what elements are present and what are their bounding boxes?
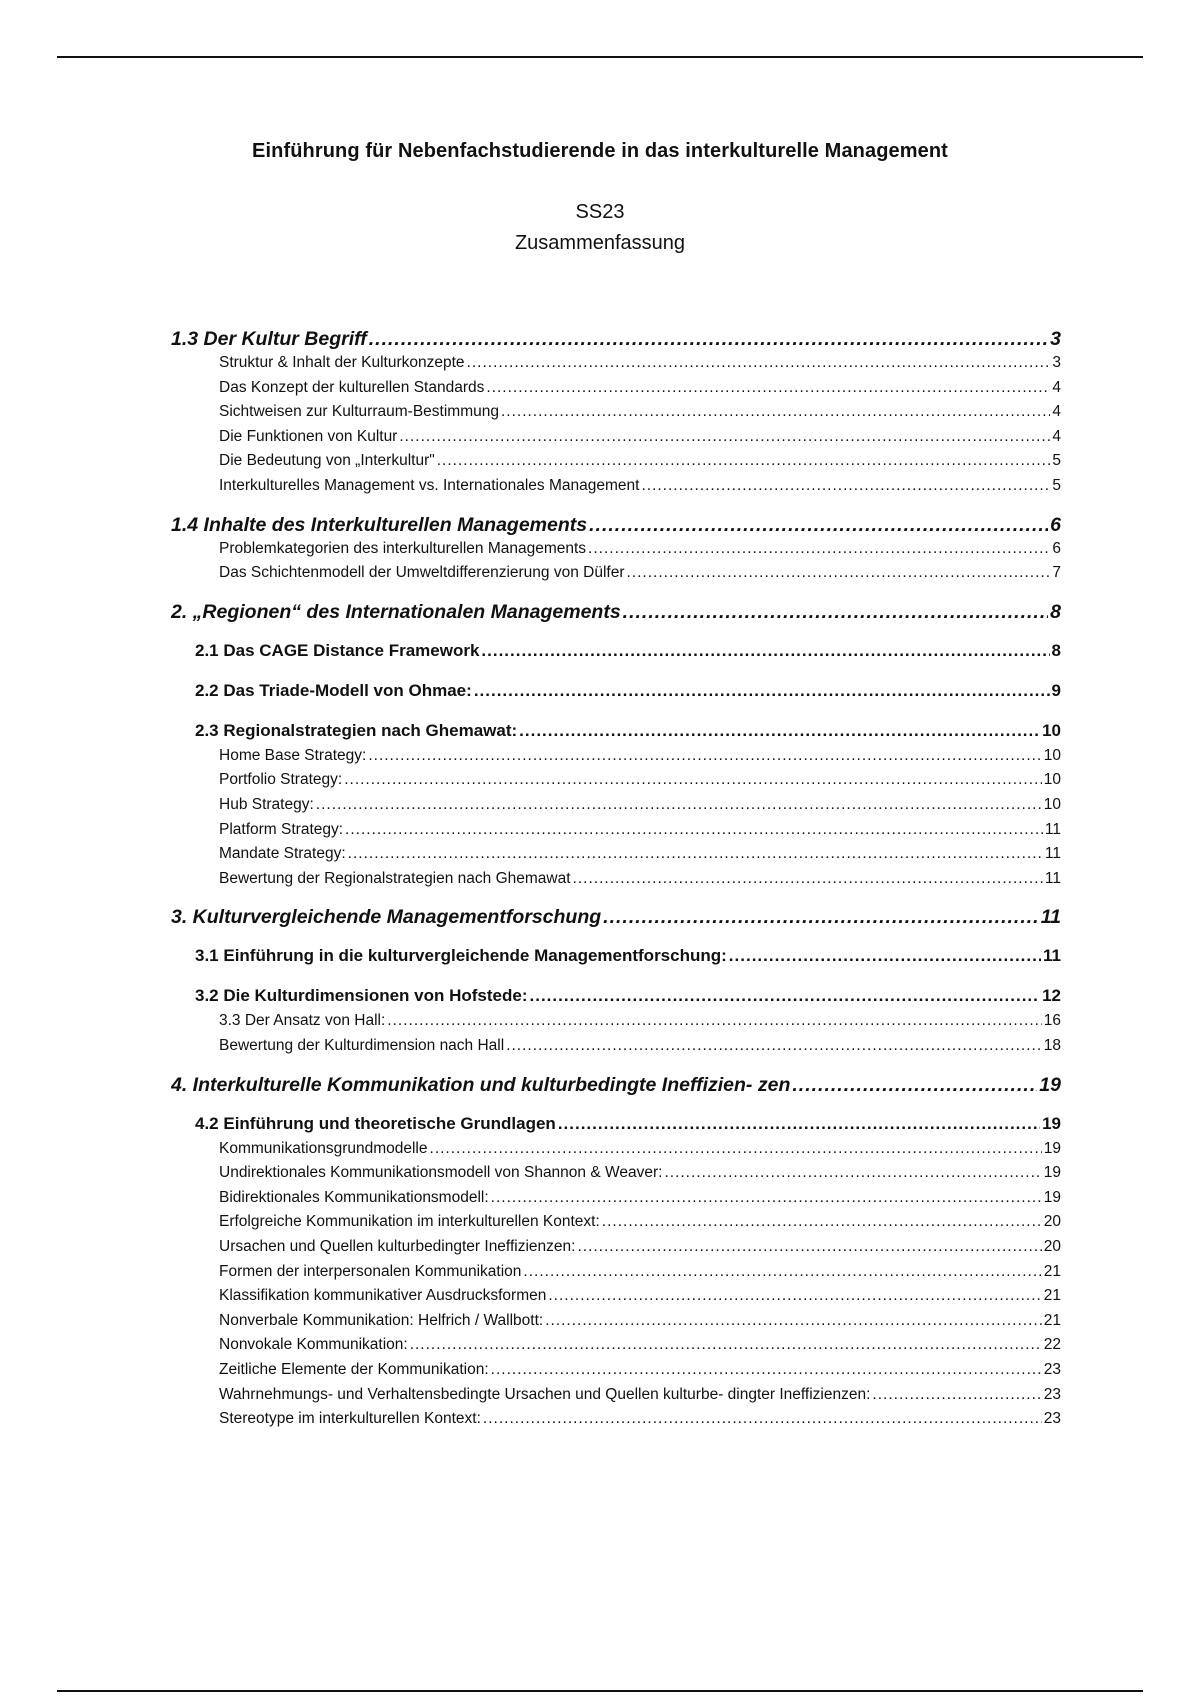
toc-entry[interactable] [171, 601, 1061, 624]
toc-entry-label: Platform Strategy: [219, 820, 344, 838]
toc-entry-label: 2.2 Das Triade-Modell von Ohmae: [195, 680, 472, 700]
toc-leader-dots [792, 1074, 1037, 1097]
toc-leader-dots [548, 1287, 1041, 1305]
toc-leader-dots [872, 1386, 1041, 1404]
toc-entry[interactable] [219, 845, 1061, 863]
toc-entry-page: 20 [1043, 1213, 1061, 1231]
toc-entry-label: Undirektionales Kommunikationsmodell von Shannon & Weaver: [219, 1164, 663, 1182]
toc-entry[interactable] [219, 403, 1061, 421]
toc-entry[interactable] [195, 946, 1061, 966]
toc-entry[interactable] [219, 1140, 1061, 1158]
toc-entry-label: Ursachen und Quellen kulturbedingter Ineffizienzen: [219, 1238, 576, 1255]
toc-leader-dots [410, 1336, 1042, 1354]
toc-entry-label: Kommunikationsgrundmodelle [219, 1139, 428, 1157]
toc-entry-page: 11 [1044, 845, 1061, 863]
toc-entry[interactable] [219, 452, 1061, 470]
toc-entry-label: Bewertung der Kulturdimension nach Hall [219, 1037, 505, 1054]
toc-leader-dots [501, 403, 1050, 421]
toc-entry[interactable] [219, 1361, 1061, 1379]
toc-entry[interactable] [219, 796, 1061, 814]
toc-entry[interactable] [219, 1213, 1061, 1231]
toc-leader-dots [523, 1263, 1041, 1281]
toc-entry-label: Nonverbale Kommunikation: Helfrich / Wallbott: [219, 1311, 544, 1329]
toc-entry-label: 3.3 Der Ansatz von Hall: [219, 1012, 386, 1030]
toc-entry-page: 3 [1052, 354, 1061, 371]
toc-leader-dots [348, 845, 1043, 863]
toc-entry-label: Erfolgreiche Kommunikation im interkulturellen Kontext: [219, 1213, 600, 1231]
toc-entry-page: 4 [1052, 403, 1061, 421]
toc-leader-dots [573, 870, 1043, 888]
toc-entry[interactable] [195, 986, 1061, 1006]
toc-entry-page: 3 [1050, 328, 1061, 350]
toc-entry-page: 22 [1043, 1336, 1061, 1354]
toc-entry[interactable] [219, 771, 1061, 789]
toc-leader-dots [602, 1213, 1042, 1231]
toc-entry-label: Sichtweisen zur Kulturraum-Bestimmung [219, 403, 499, 421]
toc-entry-page: 23 [1043, 1385, 1061, 1403]
toc-entry-page: 23 [1043, 1410, 1061, 1428]
toc-leader-dots [491, 1361, 1042, 1379]
toc-entry-page: 4 [1052, 378, 1061, 396]
toc-entry-label: 3. Kulturvergleichende Managementforschung [171, 906, 602, 929]
toc-leader-dots [399, 428, 1050, 446]
document-subtitle: Zusammenfassung [514, 232, 686, 254]
toc-entry-page: 5 [1052, 452, 1061, 470]
toc-entry-label: 4. Interkulturelle Kommunikation und kulturbedingte Ineffizien- zen [171, 1073, 791, 1096]
toc-entry[interactable] [171, 1074, 1061, 1097]
toc-entry-page: 11 [1043, 946, 1061, 966]
toc-leader-dots [588, 540, 1050, 558]
toc-entry[interactable] [219, 1336, 1061, 1354]
toc-leader-dots [467, 354, 1051, 372]
toc-entry-page: 10 [1043, 796, 1061, 813]
toc-leader-dots [519, 721, 1040, 741]
toc-entry-label: Wahrnehmungs- und Verhaltensbedingte Ursachen und Quellen kulturbe- dingter Ineffizienzen: [219, 1385, 871, 1403]
toc-entry-label: Die Bedeutung von „Interkultur" [219, 452, 435, 470]
toc-leader-dots [430, 1140, 1042, 1158]
document-semester: SS23 [575, 201, 625, 223]
toc-entry-page: 12 [1042, 986, 1061, 1006]
toc-entry-label: 2. „Regionen“ des Internationalen Managements [171, 600, 621, 623]
toc-leader-dots [491, 1189, 1042, 1207]
toc-entry-label: 4.2 Einführung und theoretische Grundlagen [195, 1113, 556, 1133]
toc-entry-label: Das Konzept der kulturellen Standards [219, 378, 485, 396]
toc-leader-dots [623, 601, 1048, 624]
toc-leader-dots [558, 1114, 1040, 1134]
toc-entry[interactable] [219, 1386, 1061, 1404]
toc-entry-label: 3.1 Einführung in die kulturvergleichende Managementforschung: [195, 946, 727, 966]
toc-entry-page: 7 [1052, 564, 1061, 582]
toc-entry-page: 8 [1050, 600, 1061, 623]
toc-leader-dots [437, 452, 1051, 470]
toc-entry-label: Problemkategorien des interkulturellen Managements [219, 539, 587, 557]
toc-entry-label: Das Schichtenmodell der Umweltdifferenzierung von Dülfer [219, 564, 625, 582]
toc-entry[interactable] [195, 641, 1061, 661]
toc-entry-label: Hub Strategy: [219, 796, 314, 813]
toc-entry-page: 19 [1043, 1188, 1061, 1206]
toc-entry[interactable] [171, 514, 1061, 537]
toc-entry-label: Mandate Strategy: [219, 845, 346, 863]
toc-entry-page: 19 [1043, 1164, 1061, 1182]
toc-entry-page: 11 [1044, 820, 1061, 838]
toc-entry-label: Die Funktionen von Kultur [219, 427, 398, 445]
toc-entry[interactable] [219, 564, 1061, 582]
toc-entry-label: 2.3 Regionalstrategien nach Ghemawat: [195, 720, 518, 740]
toc-entry-page: 6 [1052, 539, 1061, 557]
toc-entry-label: Bidirektionales Kommunikationsmodell: [219, 1188, 489, 1206]
toc-entry[interactable] [219, 1410, 1061, 1428]
toc-leader-dots [369, 328, 1048, 351]
toc-leader-dots [545, 1312, 1042, 1330]
toc-entry-label: Formen der interpersonalen Kommunikation [219, 1262, 522, 1280]
toc-entry[interactable] [219, 354, 1061, 372]
toc-entry-page: 5 [1052, 477, 1061, 494]
toc-entry-page: 18 [1043, 1037, 1061, 1054]
toc-entry-label: Stereotype im interkulturellen Kontext: [219, 1410, 481, 1428]
toc-entry-page: 11 [1044, 869, 1061, 887]
toc-leader-dots [589, 514, 1048, 537]
toc-entry[interactable] [219, 747, 1061, 765]
toc-leader-dots [664, 1164, 1041, 1182]
toc-leader-dots [577, 1238, 1041, 1256]
toc-entry-page: 21 [1043, 1287, 1061, 1305]
toc-entry-page: 11 [1040, 906, 1061, 929]
toc-leader-dots [474, 681, 1050, 701]
toc-entry[interactable] [219, 428, 1061, 446]
toc-entry-page: 23 [1043, 1361, 1061, 1378]
toc-leader-dots [603, 906, 1039, 929]
toc-entry-label: 3.2 Die Kulturdimensionen von Hofstede: [195, 986, 528, 1006]
toc-entry[interactable] [195, 681, 1061, 701]
toc-entry-page: 19 [1043, 1139, 1061, 1157]
toc-entry[interactable] [219, 1287, 1061, 1305]
toc-entry-page: 21 [1043, 1311, 1061, 1329]
document-title: Einführung für Nebenfachstudierende in das interkulturelle Management [252, 140, 948, 162]
toc-entry[interactable] [219, 870, 1061, 888]
toc-entry-page: 19 [1042, 1113, 1061, 1133]
toc-entry-label: Home Base Strategy: [219, 746, 367, 764]
toc-leader-dots [641, 477, 1050, 495]
toc-entry-page: 19 [1039, 1073, 1061, 1096]
toc-entry[interactable] [219, 1037, 1061, 1055]
toc-entry-page: 10 [1042, 720, 1061, 740]
toc-entry[interactable] [219, 1238, 1061, 1256]
toc-entry-label: Struktur & Inhalt der Kulturkonzepte [219, 354, 465, 371]
toc-entry-label: Bewertung der Regionalstrategien nach Ghemawat [219, 869, 571, 887]
toc-entry[interactable] [219, 1189, 1061, 1207]
toc-entry-label: Portfolio Strategy: [219, 771, 343, 789]
toc-entry-label: 1.3 Der Kultur Begriff [171, 328, 367, 350]
toc-leader-dots [316, 796, 1042, 814]
toc-leader-dots [506, 1037, 1042, 1055]
toc-entry-page: 21 [1043, 1262, 1061, 1280]
toc-entry[interactable] [219, 1164, 1061, 1182]
toc-entry-label: Klassifikation kommunikativer Ausdrucksformen [219, 1287, 547, 1305]
toc-entry-label: Zeitliche Elemente der Kommunikation: [219, 1361, 489, 1378]
footer-rule [57, 1690, 1143, 1692]
toc-entry-label: 1.4 Inhalte des Interkulturellen Managements [171, 513, 588, 536]
toc-entry[interactable] [195, 1114, 1061, 1134]
toc-entry-label: Interkulturelles Management vs. Internationales Management [219, 477, 640, 494]
toc-leader-dots [387, 1012, 1041, 1030]
toc-entry[interactable] [171, 906, 1061, 929]
toc-leader-dots [486, 379, 1050, 397]
toc-leader-dots [481, 641, 1049, 661]
toc-leader-dots [627, 564, 1051, 582]
toc-leader-dots [729, 946, 1041, 966]
toc-entry-label: 2.1 Das CAGE Distance Framework [195, 640, 480, 660]
toc-leader-dots [344, 771, 1042, 789]
toc-entry[interactable] [219, 477, 1061, 495]
toc-leader-dots [530, 986, 1041, 1006]
toc-entry[interactable] [171, 328, 1061, 351]
toc-entry-page: 16 [1043, 1012, 1061, 1030]
toc-leader-dots [368, 747, 1041, 765]
toc-entry-page: 8 [1051, 640, 1061, 660]
toc-entry-label: Nonvokale Kommunikation: [219, 1336, 408, 1354]
toc-entry-page: 4 [1052, 427, 1061, 445]
toc-entry[interactable] [219, 1312, 1061, 1330]
toc-leader-dots [345, 821, 1043, 839]
toc-entry[interactable] [219, 540, 1061, 558]
toc-entry-page: 9 [1051, 680, 1061, 700]
toc-entry[interactable] [219, 1263, 1061, 1281]
toc-entry[interactable] [195, 721, 1061, 741]
toc-entry[interactable] [219, 821, 1061, 839]
toc-entry-page: 6 [1050, 513, 1061, 536]
toc-entry-page: 20 [1043, 1238, 1061, 1255]
toc-entry-page: 10 [1043, 746, 1061, 764]
toc-entry[interactable] [219, 379, 1061, 397]
toc-leader-dots [483, 1410, 1042, 1428]
toc-entry-page: 10 [1043, 771, 1061, 789]
toc-entry[interactable] [219, 1012, 1061, 1030]
